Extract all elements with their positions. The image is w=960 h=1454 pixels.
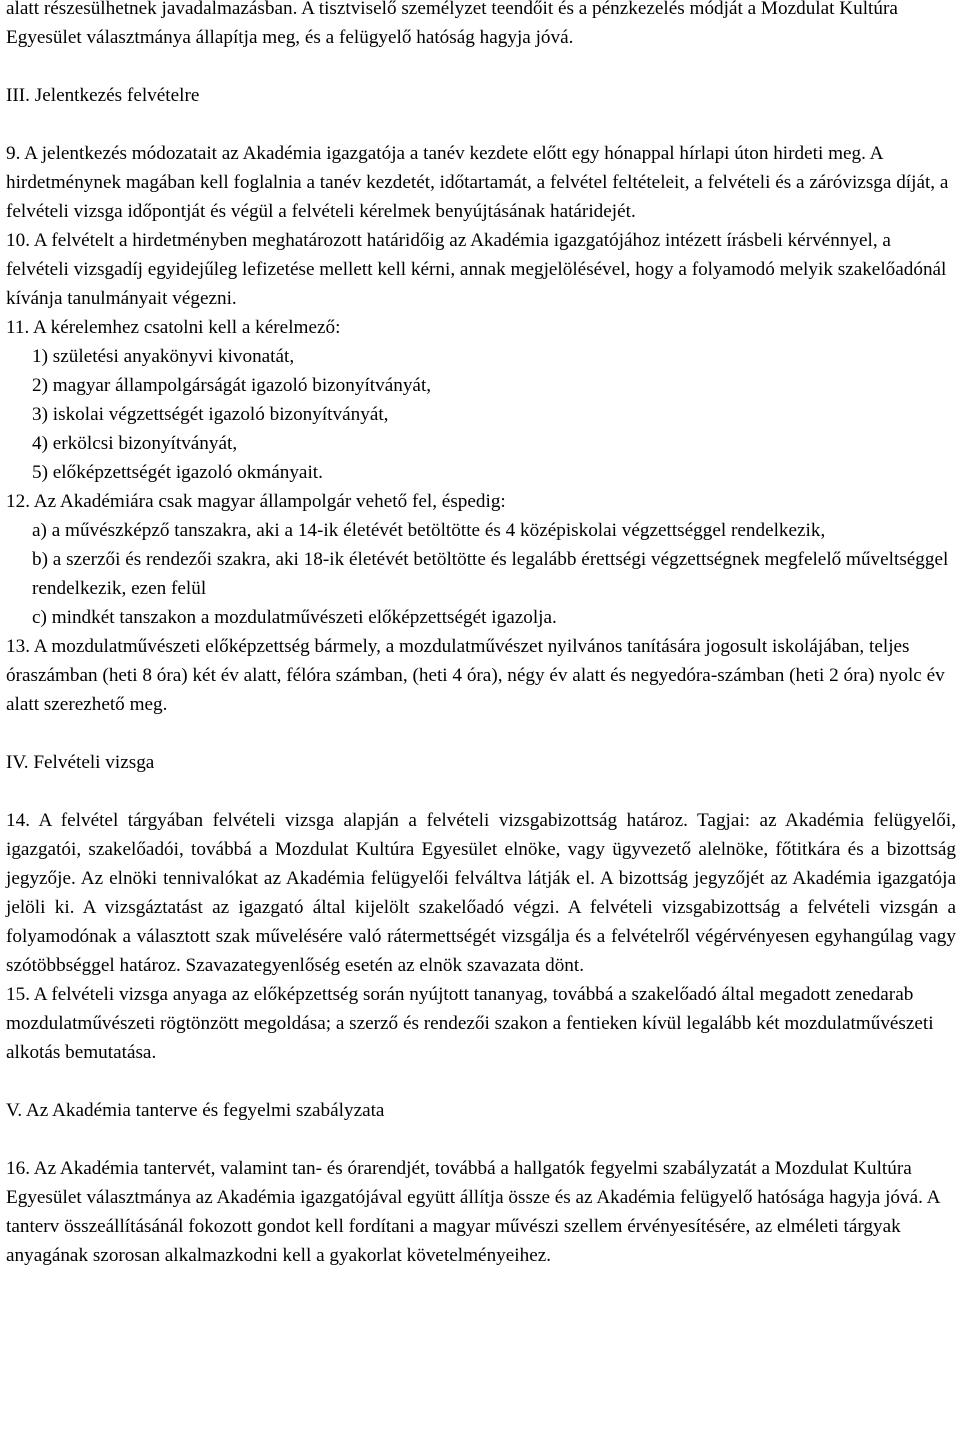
paragraph-14: 14. A felvétel tárgyában felvételi vizsga alapján a felvételi vizsgabizottság határoz. Tagjai: az Akadémia felügyelői, igazgatói, szakelőadói, továbbá a Mozdulat Kultúra Egyesület elnöke, vagy ügyvezető alelnöke, főtitkára és a bizottság jegyzője. Az elnöki tennivalókat az Akadémia felügyelői felváltva látják el. A bizottság jegyzőjét az Akadémia igazgatója jelöli ki. A vizsgáztatást az igazgató által kijelölt szakelőadó végzi. A felvételi vizsgabizottság a felvételi vizsgán a folyamodónak a választott szak művelésére való rátermettségét vizsgálja és a felvételről végérvényesen egyhangúlag vagy szótöbbséggel határoz. Szavazategyenlőség esetén az elnök szavazata dönt. [6,810,956,976]
section-5-heading: V. Az Akadémia tanterve és fegyelmi szabályzata [6,1100,385,1121]
intro-paragraph: alatt részesülhetnek javadalmazásban. A tisztviselő személyzet teendőit és a pénzkezelés módját a Mozdulat Kultúra Egyesület választmánya állapítja meg, és a felügyelő hatóság hagyja jóvá. [6,0,898,48]
spacer [6,52,956,81]
paragraph-9: 9. A jelentkezés módozatait az Akadémia igazgatója a tanév kezdete előtt egy hónappal hírlapi úton hirdeti meg. A hirdetménynek magában kell foglalnia a tanév kezdetét, időtartamát, a felvétel feltételeit, a felvételi és a záróvizsga díját, a felvételi vizsga időpontját és végül a felvételi kérelmek benyújtásának határidejét. [6,143,949,222]
paragraph-12: 12. Az Akadémiára csak magyar állampolgár vehető fel, éspedig: [6,491,506,512]
paragraph-13: 13. A mozdulatművészeti előképzettség bármely, a mozdulatművészet nyilvános tanítására jogosult iskolájában, teljes óraszámban (heti 8 óra) két év alatt, félóra számban, (heti 4 óra), négy év alatt és negyedóra-számban (heti 2 óra) nyolc év alatt szerezhető meg. [6,636,945,715]
list-item-12-a: a) a művészképző tanszakra, aki a 14-ik életévét betöltötte és 4 középiskolai végzettséggel rendelkezik, [32,520,826,541]
paragraph-16: 16. Az Akadémia tantervét, valamint tan- és órarendjét, továbbá a hallgatók fegyelmi szabályzatát a Mozdulat Kultúra Egyesület választmánya az Akadémia igazgatójával együtt állítja össze és az Akadémia felügyelő hatósága hagyja jóvá. A tanterv összeállításánál fokozott gondot kell fordítani a magyar művészi szellem érvényesítésére, az elméleti tárgyak anyagának szorosan alkalmazkodni kell a gyakorlat követelményeihez. [6,1158,940,1266]
list-item-11-2: 2) magyar állampolgárságát igazoló bizonyítványát, [32,375,432,396]
list-item-12-b: b) a szerzői és rendezői szakra, aki 18-ik életévét betöltötte és legalább érettségi végzettségnek megfelelő műveltséggel rendelkezik, ezen felül [32,549,949,599]
paragraph-15: 15. A felvételi vizsga anyaga az előképzettség során nyújtott tananyag, továbbá a szakelőadó által megadott zenedarab mozdulatművészeti rögtönzött megoldása; a szerző és rendezői szakon a fentieken kívül legalább két mozdulatművészeti alkotás bemutatása. [6,984,934,1063]
list-item-11-1: 1) születési anyakönyvi kivonatát, [32,346,295,367]
section-4-heading: IV. Felvételi vizsga [6,752,155,773]
spacer [6,719,956,748]
document-page [6,0,956,1270]
list-item-11-4: 4) erkölcsi bizonyítványát, [32,433,238,454]
paragraph-10: 10. A felvételt a hirdetményben meghatározott határidőig az Akadémia igazgatójához intézett írásbeli kérvénnyel, a felvételi vizsgadíj egyidejűleg lefizetése mellett kell kérni, annak megjelölésével, hogy a folyamodó melyik szakelőadónál kívánja tanulmányait végezni. [6,230,947,309]
list-item-11-3: 3) iskolai végzettségét igazoló bizonyítványát, [32,404,389,425]
section-3-heading: III. Jelentkezés felvételre [6,85,200,106]
spacer [6,1067,956,1096]
spacer [6,1125,956,1154]
list-item-11-5: 5) előképzettségét igazoló okmányait. [32,462,323,483]
paragraph-11: 11. A kérelemhez csatolni kell a kérelmező: [6,317,341,338]
list-item-12-c: c) mindkét tanszakon a mozdulatművészeti előképzettségét igazolja. [32,607,557,628]
spacer [6,110,956,139]
spacer [6,777,956,806]
